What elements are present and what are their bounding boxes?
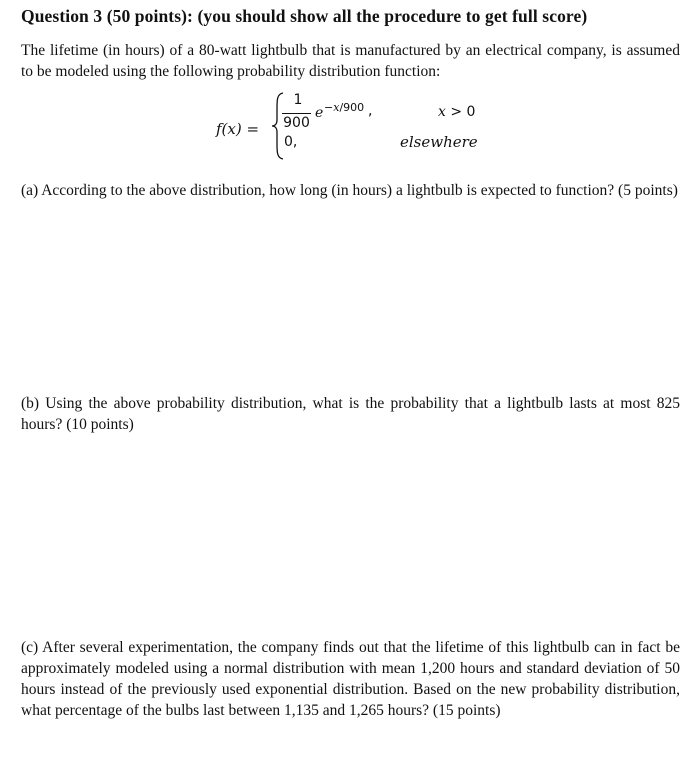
part-c-question: (c) After several experimentation, the company finds out that the lifetime of this lightbulb can in fact be approximately modeled using a normal distribution with mean 1,200 hours and standard deviation of 50 hours instead of the previously used exponential distribution. Based on the new probability distribution, what percentage of the bulbs last between 1,135 and 1,265 hours? (15 points) — [21, 639, 680, 719]
case1-inequality: > 0 — [445, 104, 476, 120]
exponential-base: e — [315, 105, 324, 121]
exponent-divisor: /900 — [339, 101, 365, 114]
case1-comma: , — [368, 103, 373, 119]
case1-variable: x — [438, 104, 446, 120]
question-heading: Question 3 (50 points): (you should show all the procedure to get full score) — [21, 6, 588, 26]
exponent — [324, 101, 364, 114]
exponent-variable: x — [333, 101, 340, 114]
case2-value: 0, — [284, 134, 298, 150]
fraction-denominator: 900 — [283, 115, 310, 131]
exponent-sign: − — [324, 101, 334, 114]
part-a-question: (a) According to the above distribution, how long (in hours) a lightbulb is expected to function? (5 points) — [21, 182, 678, 199]
case2-condition: elsewhere — [400, 133, 478, 151]
formula-equals: = — [241, 120, 260, 138]
intro-paragraph: The lifetime (in hours) of a 80-watt lightbulb that is manufactured by an electrical company, is assumed to be modeled using the following probability distribution function: — [21, 42, 680, 80]
pdf-formula — [0, 0, 691, 170]
fraction-bar — [282, 113, 311, 114]
formula-lhs — [216, 120, 259, 138]
formula-lhs-function: f(x) — [216, 120, 242, 138]
part-b-question: (b) Using the above probability distribution, what is the probability that a lightbulb lasts at most 825 hours? (10 points) — [21, 395, 680, 433]
fraction-numerator: 1 — [293, 92, 303, 108]
case1-condition — [438, 104, 475, 120]
